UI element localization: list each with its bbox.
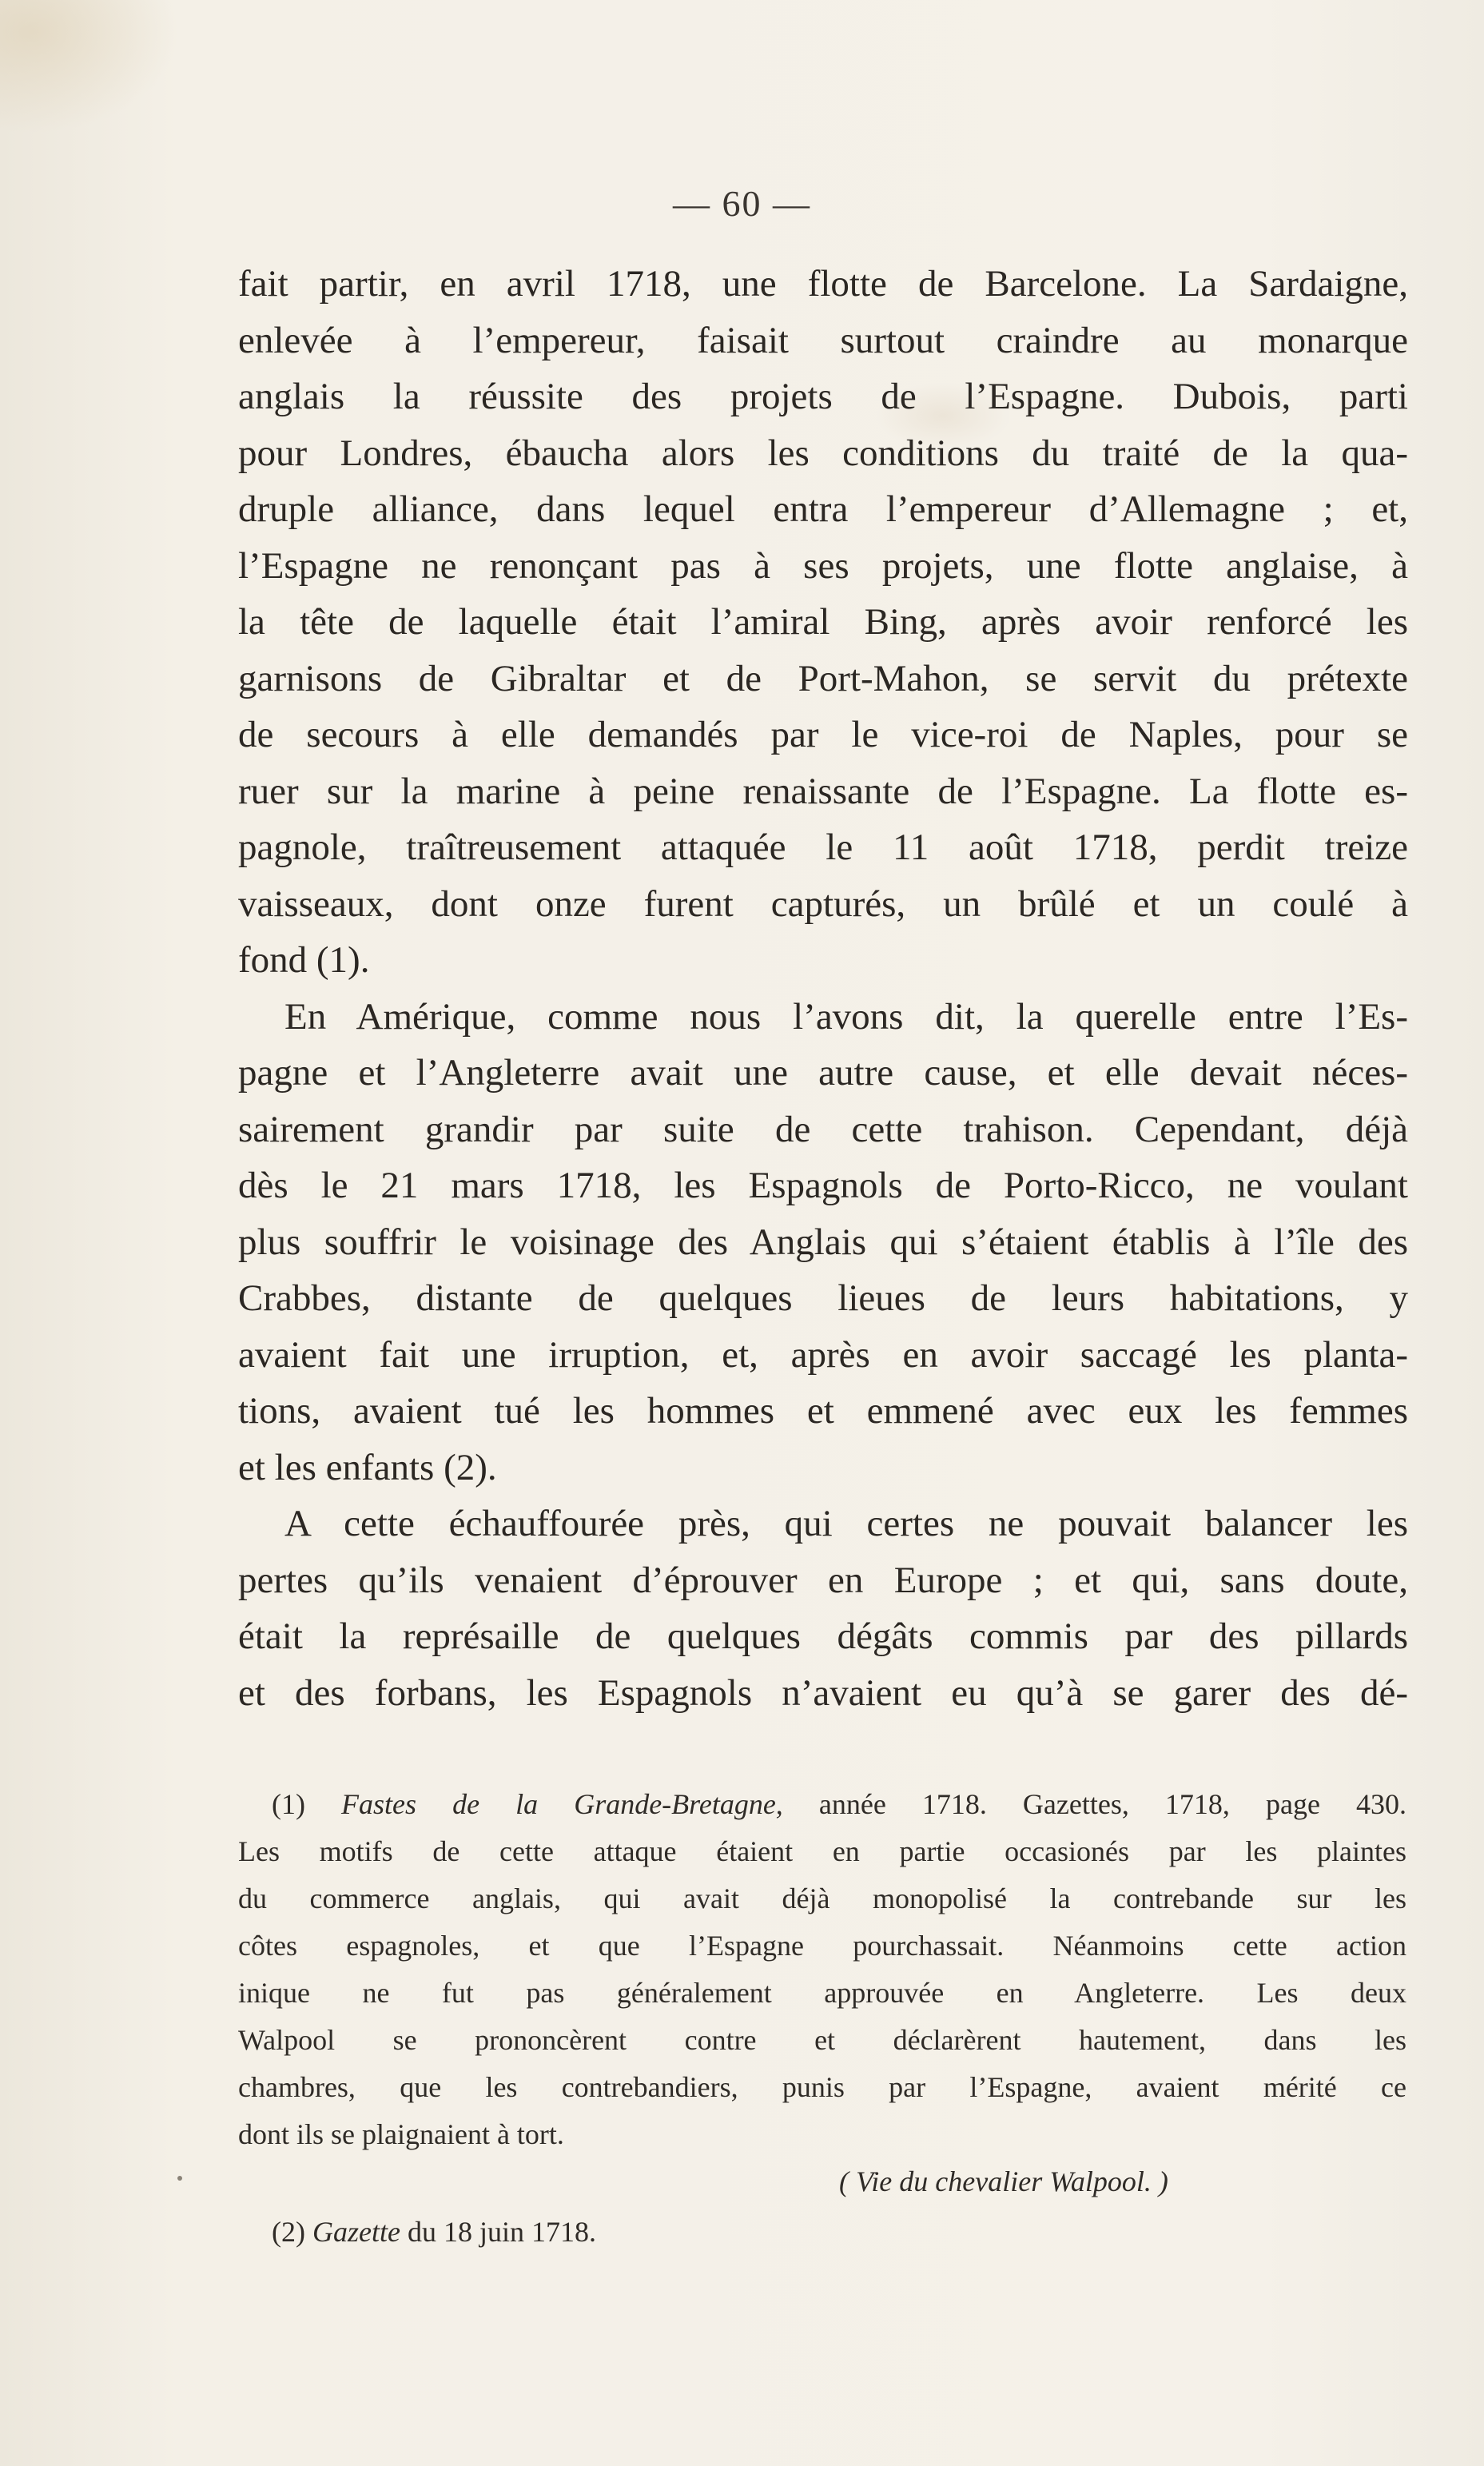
text-line: vaisseaux, dont onze furent capturés, un brûlé et un coulé à xyxy=(238,882,1408,925)
footnote-1-header xyxy=(238,1781,1406,1828)
text-line: anglais la réussite des projets de l’Espagne. Dubois, parti xyxy=(238,376,1408,417)
page-number: — 60 — xyxy=(673,183,811,224)
text-line: et les enfants (2). xyxy=(238,1446,497,1488)
main-text xyxy=(238,256,1408,1721)
text-line: pertes qu’ils venaient d’éprouver en Europe ; et qui, sans doute, xyxy=(238,1559,1408,1601)
text-line: pour Londres, ébaucha alors les conditions du traité de la qua- xyxy=(238,432,1408,474)
text-line: avaient fait une irruption, et, après en avoir saccagé les planta- xyxy=(238,1333,1408,1376)
text-line: tions, avaient tué les hommes et emmené avec eux les femmes xyxy=(238,1390,1408,1432)
footnote-source-detail: année 1718. Gazettes, 1718, page 430. xyxy=(818,1788,1406,1820)
text-line: dès le 21 mars 1718, les Espagnols de Porto-Ricco, ne voulant xyxy=(238,1165,1408,1206)
footnote-source-detail: du 18 juin 1718. xyxy=(407,2216,596,2248)
footnote-marker: (1) xyxy=(272,1788,305,1820)
text-line: pagne et l’Angleterre avait une autre cause, et elle devait néces- xyxy=(238,1052,1408,1094)
text-line: sairement grandir par suite de cette trahison. Cependant, déjà xyxy=(238,1108,1408,1150)
text-line: plus souffrir le voisinage des Anglais qui s’étaient établis à l’île des xyxy=(238,1221,1408,1263)
text-line: ruer sur la marine à peine renaissante de l’Espagne. La flotte es- xyxy=(238,770,1408,812)
footnote-attribution: ( Vie du chevalier Walpool. ) xyxy=(839,2165,1168,2197)
text-line: et des forbans, les Espagnols n’avaient eu qu’à se garer des dé- xyxy=(238,1671,1408,1714)
paragraph-start: En Amérique, comme nous l’avons dit, la querelle entre l’Es- xyxy=(284,995,1408,1038)
footnotes xyxy=(238,1781,1406,2256)
text-line: la tête de laquelle était l’amiral Bing, après avoir renforcé les xyxy=(238,601,1408,643)
footnote-line: Walpool se prononcèrent contre et déclarèrent hautement, dans les xyxy=(238,2024,1406,2056)
footnote-line: chambres, que les contrebandiers, punis par l’Espagne, avaient mérité ce xyxy=(238,2071,1406,2103)
text-line: enlevée à l’empereur, faisait surtout craindre au monarque xyxy=(238,319,1408,361)
text-line: fait partir, en avril 1718, une flotte de Barcelone. La Sardaigne, xyxy=(238,263,1408,305)
paper-speck xyxy=(177,2176,182,2181)
footnote-source-title: Gazette xyxy=(312,2216,400,2248)
text-line: garnisons de Gibraltar et de Port-Mahon, se servit du prétexte xyxy=(238,657,1408,699)
footnote-line: du commerce anglais, qui avait déjà monopolisé la contrebande sur les xyxy=(238,1882,1406,1914)
text-line: fond (1). xyxy=(238,939,370,981)
text-line: Crabbes, distante de quelques lieues de leurs habitations, y xyxy=(238,1277,1408,1319)
text-line: de secours à elle demandés par le vice-roi de Naples, pour se xyxy=(238,714,1408,755)
text-line: pagnole, traîtreusement attaquée le 11 août 1718, perdit treize xyxy=(238,827,1408,868)
footnote-line: dont ils se plaignaient à tort. xyxy=(238,2118,564,2150)
footnote-source-title: Fastes de la Grande-Bretagne, xyxy=(341,1788,783,1820)
footnote-line: côtes espagnoles, et que l’Espagne pourchassait. Néanmoins cette action xyxy=(238,1930,1406,1962)
footnote-2 xyxy=(238,2209,1406,2256)
paragraph-start: A cette échauffourée près, qui certes ne pouvait balancer les xyxy=(284,1503,1408,1544)
text-line: druple alliance, dans lequel entra l’empereur d’Allemagne ; et, xyxy=(238,488,1408,530)
footnote-line: inique ne fut pas généralement approuvée en Angleterre. Les deux xyxy=(238,1977,1406,2009)
footnote-marker: (2) xyxy=(272,2216,305,2248)
text-line: était la représaille de quelques dégâts commis par des pillards xyxy=(238,1615,1408,1657)
text-line: l’Espagne ne renonçant pas à ses projets, une flotte anglaise, à xyxy=(238,544,1408,587)
footnote-line: Les motifs de cette attaque étaient en partie occasionés par les plaintes xyxy=(238,1835,1406,1867)
